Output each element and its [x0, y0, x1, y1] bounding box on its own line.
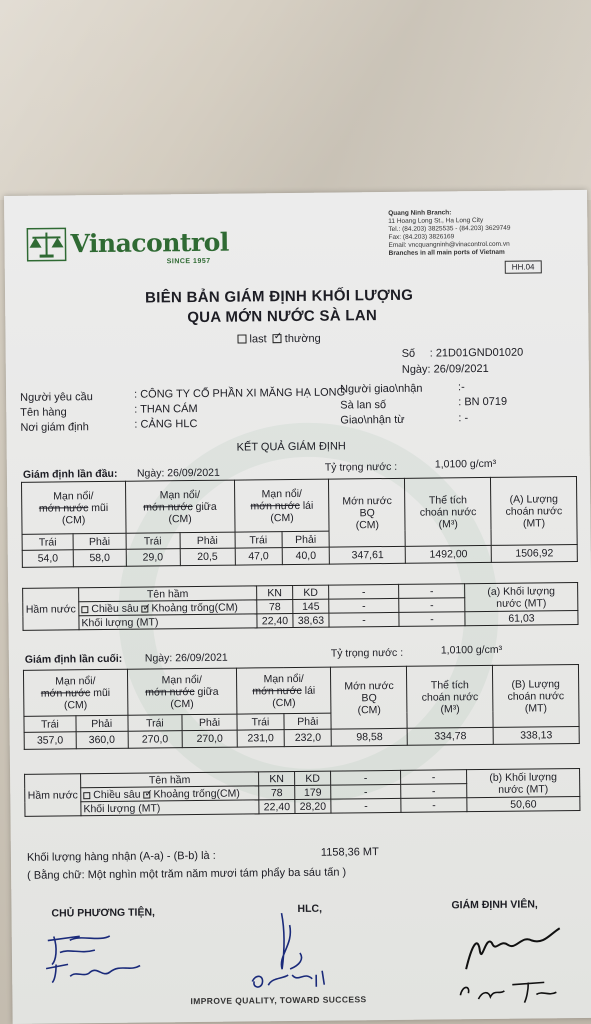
kd-header: KD	[293, 585, 329, 599]
dash-cell: -	[329, 612, 399, 627]
header-fore: Mạn nổi/ mớn nước mũi (CM)	[21, 481, 125, 534]
cell-value: 54,0	[22, 550, 73, 568]
background-surface	[0, 0, 591, 200]
tank-name-header: Tên hầm	[81, 772, 259, 788]
mass-label: Khối lượng (MT)	[81, 800, 259, 816]
cell-value: 360,0	[76, 731, 128, 749]
document-title: BIÊN BẢN GIÁM ĐỊNH KHỐI LƯỢNG	[144, 286, 414, 307]
header-displacement-b: (B) Lượng choán nước (MT)	[493, 665, 580, 728]
mass-label: Khối lượng (MT)	[79, 614, 257, 630]
branch-info	[388, 209, 511, 258]
dash-cell: -	[331, 784, 401, 799]
logo-since: SINCE 1957	[166, 257, 211, 266]
cell-value: 1492,00	[406, 545, 492, 563]
checkbox-normal[interactable]	[273, 334, 282, 343]
col-port: Trái	[127, 715, 182, 732]
checkbox-space[interactable]	[143, 791, 150, 798]
cell-value: 270,0	[182, 730, 237, 748]
last-tank-table	[24, 768, 580, 817]
kn-mass: 22,40	[259, 799, 295, 813]
col-starboard: Phải	[182, 714, 237, 731]
deliverer-value: :-	[457, 381, 465, 394]
header-mid: Mạn nổi/ mớn nước giữa (CM)	[125, 480, 235, 533]
kd-header: KD	[295, 771, 331, 785]
kn-header: KN	[259, 771, 295, 785]
col-port: Trái	[22, 534, 73, 551]
tank-label: Hầm nước	[25, 774, 81, 817]
cell-value: 1506,92	[491, 545, 577, 563]
kn-header: KN	[257, 585, 293, 599]
option-normal-label: thường	[284, 332, 321, 346]
col-starboard: Phải	[282, 531, 330, 548]
branch-line: Email: vncquangninh@vinacontrol.com.vn	[388, 240, 510, 249]
cell-value: 29,0	[126, 549, 180, 567]
cell-value: 58,0	[73, 549, 126, 567]
header-fore: Mạn nổi/ mớn nước mũi (CM)	[23, 669, 127, 716]
barge-number: : BN 0719	[458, 395, 508, 409]
branch-title: Quang Ninh Branch:	[388, 209, 452, 217]
cell-value: 334,78	[407, 727, 493, 745]
barge-label: Sà lan số	[340, 399, 387, 412]
last-inspection-date: Ngày: 26/09/2021	[144, 651, 228, 665]
cell-value: 40,0	[282, 547, 330, 565]
branch-line: Tel.: (84.203) 3825535 - (84.203) 3629749	[388, 224, 511, 233]
deliverer-label: Người giao\nhận	[339, 382, 423, 396]
checkbox-last[interactable]	[237, 334, 246, 343]
option-last-label: last	[249, 333, 267, 346]
depth-space-row: Chiều sâu ✓ Khoảng trống(CM)	[81, 786, 259, 802]
signer-owner: CHỦ PHƯƠNG TIỆN,	[51, 906, 155, 920]
dash-cell: -	[329, 584, 399, 599]
cell-value: 20,5	[180, 548, 235, 566]
col-port: Trái	[126, 533, 180, 550]
header-mid: Mạn nổi/ mớn nước giữa (CM)	[127, 668, 237, 715]
hlc-signature-icon	[241, 902, 342, 996]
branch-line: 11 Hoang Long St., Ha Long City	[388, 216, 484, 225]
cell-value: 47,0	[235, 548, 282, 565]
requester-label: Người yêu cầu	[20, 391, 93, 404]
col-port: Trái	[235, 532, 282, 548]
scales-logo-icon	[26, 227, 66, 261]
col-starboard: Phải	[284, 713, 331, 729]
cell-value: 270,0	[128, 731, 183, 749]
header-mean-draft: Mớn nước BQ (CM)	[329, 478, 406, 547]
doc-number-label: Số	[401, 347, 416, 360]
header-volume: Thể tích choán nước (M³)	[407, 665, 493, 728]
branch-footer: Branches in all main ports of Vietnam	[388, 248, 505, 257]
checkbox-space[interactable]	[141, 605, 148, 612]
first-draft-table	[21, 476, 578, 568]
footer-slogan: IMPROVE QUALITY, TOWARD SUCCESS	[190, 994, 367, 1007]
kn-mass: 22,40	[257, 613, 293, 627]
dash-cell: -	[331, 770, 401, 785]
kd-mass: 28,20	[295, 799, 331, 813]
water-mass-a-header: (a) Khối lượng nước (MT)	[465, 583, 578, 612]
cell-value: 357,0	[24, 732, 76, 750]
cell-value: 231,0	[237, 730, 284, 747]
header-aft: Mạn nổi/ mớn nước lái (CM)	[236, 667, 331, 714]
kd-value: 145	[293, 599, 329, 613]
from-value: : -	[458, 412, 469, 425]
document-sheet	[4, 190, 591, 1024]
signer-hlc: HLC,	[297, 902, 323, 915]
result-title: KẾT QUẢ GIÁM ĐỊNH	[236, 440, 346, 454]
water-mass-b-header: (b) Khối lượng nước (MT)	[467, 769, 580, 798]
col-port: Trái	[237, 714, 284, 730]
header-mean-draft: Mớn nước BQ (CM)	[331, 666, 408, 729]
first-density-value: 1,0100 g/cm³	[434, 457, 497, 471]
water-mass-b: 50,60	[467, 797, 580, 812]
dash-cell: -	[399, 598, 465, 613]
doc-number: : 21D01GND01020	[429, 346, 524, 360]
last-density-label: Tỷ trọng nước :	[330, 646, 404, 660]
net-cargo-words: ( Bằng chữ: Một nghìn một trăm năm mươi tám phẩy ba sáu tấn )	[27, 866, 347, 882]
doc-date: Ngày: 26/09/2021	[401, 362, 489, 376]
net-cargo-label: Khối lượng hàng nhận (A-a) - (B-b) là :	[26, 849, 216, 864]
col-starboard: Phải	[73, 533, 126, 550]
from-label: Giao\nhận từ	[340, 413, 405, 427]
kn-value: 78	[257, 599, 293, 613]
signer-inspector: GIÁM ĐỊNH VIÊN,	[451, 898, 538, 912]
col-starboard: Phải	[180, 532, 235, 549]
header-volume: Thể tích choán nước (M³)	[405, 477, 492, 546]
cell-value: 98,58	[332, 728, 408, 746]
last-inspection-label: Giám định lần cuối:	[24, 652, 123, 666]
first-inspection-label: Giám định lần đầu:	[22, 467, 118, 481]
tank-label: Hầm nước	[23, 588, 79, 631]
inspector-signature-icon	[452, 914, 573, 1005]
last-draft-table	[23, 664, 580, 750]
last-density-value: 1,0100 g/cm³	[440, 643, 503, 657]
dash-cell: -	[399, 584, 465, 599]
first-tank-table	[22, 582, 578, 631]
cell-value: 347,61	[330, 546, 406, 564]
goods-label: Tên hàng	[20, 406, 67, 419]
first-inspection-date: Ngày: 26/09/2021	[136, 466, 220, 480]
form-code: HH.04	[505, 260, 542, 273]
place-value: : CẢNG HLC	[134, 417, 198, 431]
net-cargo-value: 1158,36 MT	[320, 846, 379, 859]
water-mass-a: 61,03	[465, 611, 578, 626]
requester-value: : CÔNG TY CỔ PHẦN XI MĂNG HẠ LONG	[134, 386, 346, 401]
col-starboard: Phải	[76, 715, 128, 732]
dash-cell: -	[401, 784, 467, 799]
first-density-label: Tỷ trọng nước :	[324, 460, 398, 474]
dash-cell: -	[401, 798, 467, 813]
depth-space-row: Chiều sâu ✓ Khoảng trống(CM)	[79, 600, 257, 616]
header-displacement-a: (A) Lượng choán nước (MT)	[491, 477, 578, 546]
logo-wordmark: Vinacontrol	[70, 227, 229, 259]
checkbox-depth[interactable]	[81, 606, 88, 613]
branch-line: Fax: (84.203) 3826169	[388, 233, 455, 241]
cell-value: 232,0	[284, 729, 331, 746]
col-port: Trái	[24, 716, 76, 733]
tank-name-header: Tên hầm	[79, 586, 257, 602]
cell-value: 338,13	[493, 727, 579, 745]
header-aft: Mạn nổi/ mớn nước lái (CM)	[234, 479, 329, 532]
owner-signature-icon	[40, 930, 151, 986]
dash-cell: -	[329, 598, 399, 613]
kd-value: 179	[295, 785, 331, 799]
goods-value: : THAN CÁM	[134, 402, 198, 416]
checkbox-depth[interactable]	[83, 792, 90, 799]
dash-cell: -	[399, 612, 465, 627]
dash-cell: -	[331, 798, 401, 813]
dash-cell: -	[401, 770, 467, 785]
kn-value: 78	[259, 785, 295, 799]
kd-mass: 38,63	[293, 613, 329, 627]
document-subtitle: QUA MỚN NƯỚC SÀ LAN	[187, 307, 378, 327]
place-label: Nơi giám định	[20, 421, 89, 434]
type-options	[237, 333, 320, 346]
